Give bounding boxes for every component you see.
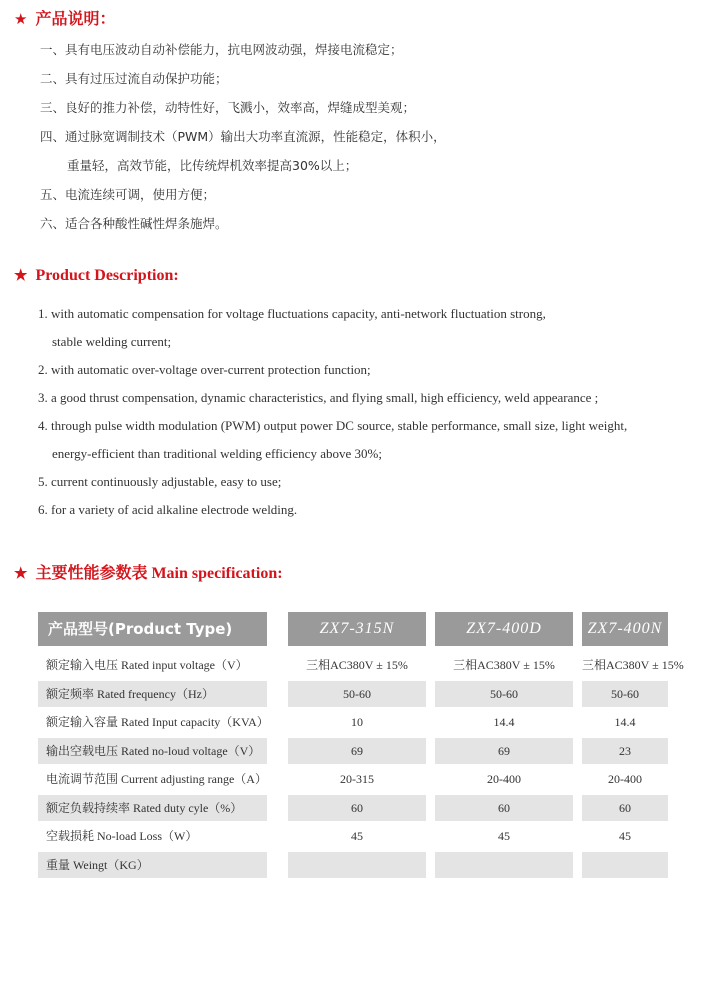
heading-text: Product Description: [35, 267, 179, 284]
row-label: 重量 Weingt（KG） [38, 852, 267, 878]
list-item: 三、良好的推力补偿，动特性好，飞溅小，效率高，焊缝成型美观； [40, 100, 416, 115]
cell-value: 69 [288, 738, 426, 764]
table-row [38, 766, 668, 795]
cell-value: 三相AC380V ± 15% [453, 658, 555, 672]
row-label: 空载损耗 No-load Loss（W） [46, 829, 198, 843]
list-item: 5. current continuously adjustable, easy to use; [38, 474, 282, 489]
row-label: 额定频率 Rated frequency（Hz） [38, 681, 267, 707]
heading-text: 主要性能参数表 Main specification: [35, 565, 283, 582]
star-icon: ★ [14, 268, 28, 284]
cell-value: 20-315 [340, 772, 374, 786]
table-row [38, 852, 668, 881]
table-row [38, 795, 668, 824]
cell-value [435, 852, 573, 878]
specification-heading [14, 560, 283, 583]
table-row [38, 823, 668, 852]
model-header-zx7-400d: ZX7-400D [435, 612, 573, 646]
star-icon: ★ [14, 566, 28, 582]
cell-value: 60 [582, 795, 668, 821]
row-label: 电流调节范围 Current adjusting range（A） [46, 772, 267, 786]
cell-value: 20-400 [487, 772, 521, 786]
list-item: 二、具有过压过流自动保护功能； [40, 71, 228, 86]
list-item: 3. a good thrust compensation, dynamic characteristics, and flying small, high efficiency, weld appearance ; [38, 390, 599, 405]
cell-value: 23 [582, 738, 668, 764]
list-item: 6. for a variety of acid alkaline electrode welding. [38, 502, 298, 517]
product-type-header: 产品型号(Product Type) [38, 612, 267, 646]
table-row [38, 738, 668, 767]
cell-value: 三相AC380V ± 15% [306, 658, 408, 672]
heading-text: 产品说明： [35, 9, 116, 28]
list-item: 1. with automatic compensation for voltage fluctuations capacity, anti-network fluctuation strong, [38, 306, 546, 321]
cell-value: 14.4 [493, 715, 515, 729]
list-item: 一、具有电压波动自动补偿能力，抗电网波动强，焊接电流稳定； [40, 42, 403, 57]
list-item-continuation: 重量轻，高效节能，比传统焊机效率提高30%以上； [67, 158, 358, 173]
table-row [38, 681, 668, 710]
list-item-continuation: stable welding current; [52, 334, 172, 349]
row-label: 额定输入电压 Rated input voltage（V） [46, 658, 248, 672]
cell-value: 50-60 [582, 681, 668, 707]
list-item: 五、电流连续可调，使用方便； [40, 187, 216, 202]
row-label: 额定负载持续率 Rated duty cyle（%） [38, 795, 267, 821]
model-header-zx7-315n: ZX7-315N [288, 612, 426, 646]
cell-value [288, 852, 426, 878]
row-label: 额定输入容量 Rated Input capacity（KVA） [46, 715, 269, 729]
cell-value: 69 [435, 738, 573, 764]
specification-table [38, 612, 684, 880]
table-header-row [38, 612, 668, 646]
table-row [38, 709, 668, 738]
cell-value: 45 [498, 829, 510, 843]
star-icon: ★ [14, 10, 28, 28]
list-item: 六、适合各种酸性碱性焊条施焊。 [40, 216, 228, 231]
cell-value: 三相AC380V ± 15% [582, 658, 684, 672]
list-item: 四、通过脉宽调制技术（PWM）输出大功率直流源，性能稳定，体积小， [40, 129, 446, 144]
cell-value: 45 [619, 829, 631, 843]
cell-value [582, 852, 668, 878]
cell-value: 14.4 [614, 715, 636, 729]
model-header-zx7-400n: ZX7-400N [582, 612, 668, 646]
list-item-continuation: energy-efficient than traditional welding efficiency above 30%; [52, 446, 382, 461]
english-description-heading [14, 266, 179, 285]
cell-value: 50-60 [435, 681, 573, 707]
cell-value: 10 [351, 715, 363, 729]
cell-value: 50-60 [288, 681, 426, 707]
cell-value: 45 [351, 829, 363, 843]
chinese-feature-list [40, 40, 446, 243]
list-item: 2. with automatic over-voltage over-current protection function; [38, 362, 371, 377]
cell-value: 60 [435, 795, 573, 821]
chinese-description-heading [14, 6, 115, 29]
english-feature-list [38, 304, 627, 528]
list-item: 4. through pulse width modulation (PWM) output power DC source, stable performance, small size, light weight, [38, 418, 628, 433]
row-label: 输出空载电压 Rated no-loud voltage（V） [38, 738, 267, 764]
cell-value: 60 [288, 795, 426, 821]
cell-value: 20-400 [608, 772, 642, 786]
table-row [38, 652, 684, 681]
